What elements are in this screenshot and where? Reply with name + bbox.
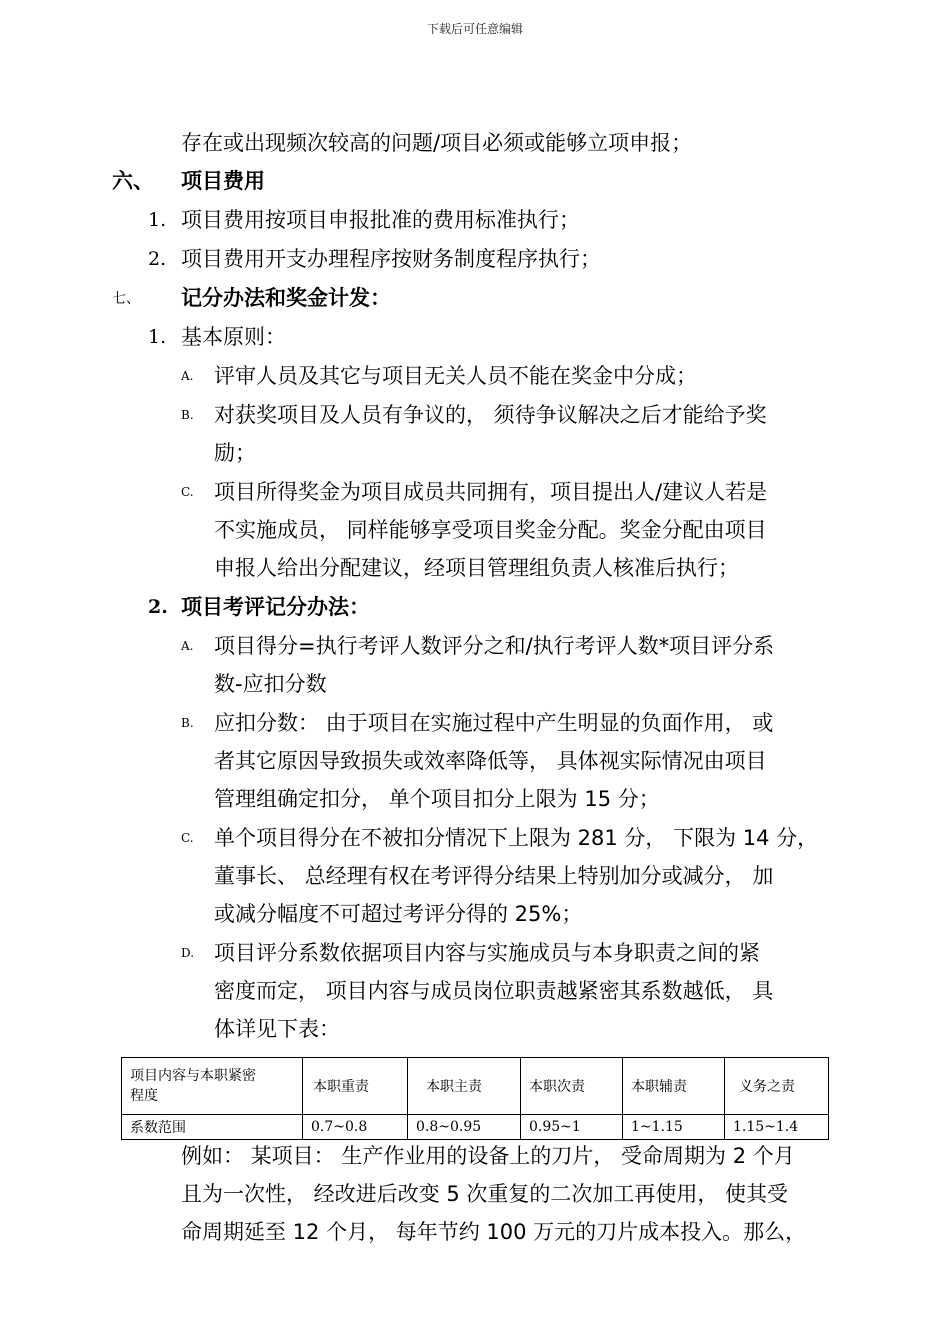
example-line-3: 命周期延至 12 个月， 每年节约 100 万元的刀片成本投入。那么， [181, 1220, 807, 1244]
sec6-item-1-text: 项目费用按项目申报批准的费用标准执行； [181, 208, 580, 232]
table-cell: 0.95~1 [521, 1115, 623, 1140]
sub2-item-c-line-3: 或减分幅度不可超过考评分得的 25%； [214, 902, 583, 926]
table-row-label: 系数范围 [122, 1115, 303, 1140]
sub2-item-d-line-3: 体详见下表： [214, 1017, 340, 1041]
sub1-item-b-line-1: 对获奖项目及人员有争议的， 须待争议解决之后才能给予奖 [214, 403, 767, 427]
sub1-item-c-line-2: 不实施成员， 同样能够享受项目奖金分配。奖金分配由项目 [214, 518, 767, 542]
sub1-item-a-letter: A. [181, 369, 194, 383]
sub2-item-a-letter: A. [181, 639, 194, 653]
table-cell: 1~1.15 [623, 1115, 725, 1140]
sub2-title: 项目考评记分办法： [181, 595, 370, 619]
sub2-item-b-letter: B. [181, 716, 194, 730]
sec6-item-2-number: 2. [148, 248, 167, 270]
sub1-title: 基本原则： [181, 325, 286, 349]
table-header-label-line-1: 项目内容与本职紧密 [130, 1068, 256, 1084]
sub2-item-d-line-1: 项目评分系数依据项目内容与实施成员与本身职责之间的紧 [214, 941, 760, 965]
sub1-item-c-line-1: 项目所得奖金为项目成员共同拥有，项目提出人/建议人若是 [214, 480, 768, 504]
table-header-label-line-2: 程度 [130, 1088, 158, 1104]
section-7-title: 记分办法和奖金计发： [181, 286, 391, 310]
coefficient-table [121, 1057, 829, 1140]
section-6-title: 项目费用 [181, 169, 265, 193]
table-cell: 0.8~0.95 [408, 1115, 521, 1140]
table-column-header: 本职次责 [521, 1058, 623, 1115]
sub2-item-d-line-2: 密度而定， 项目内容与成员岗位职责越紧密其系数越低， 具 [214, 979, 774, 1003]
sub1-number: 1. [148, 326, 167, 348]
table-column-header: 本职重责 [303, 1058, 408, 1115]
sub1-item-b-line-2: 励； [214, 441, 256, 465]
intro-line: 存在或出现频次较高的问题/项目必须或能够立项申报； [181, 131, 693, 155]
table-header-label [122, 1058, 303, 1115]
sub2-item-c-line-2: 董事长、 总经理有权在考评得分结果上特别加分或减分， 加 [214, 864, 774, 888]
sub2-item-b-line-1: 应扣分数： 由于项目在实施过程中产生明显的负面作用， 或 [214, 711, 774, 735]
section-6-number: 六、 [112, 169, 154, 193]
sub2-number: 2. [148, 596, 168, 618]
table-cell: 0.7~0.8 [303, 1115, 408, 1140]
sub1-item-a-line-1: 评审人员及其它与项目无关人员不能在奖金中分成； [214, 364, 697, 388]
table-row [122, 1115, 829, 1140]
sub2-item-a-line-1: 项目得分=执行考评人数评分之和/执行考评人数*项目评分系 [214, 634, 775, 658]
sub2-item-b-line-3: 管理组确定扣分， 单个项目扣分上限为 15 分； [214, 787, 660, 811]
sub1-item-c-line-3: 申报人给出分配建议，经项目管理组负责人核准后执行； [214, 556, 739, 580]
sub2-item-d-letter: D. [181, 946, 195, 960]
section-7-number: 七、 [112, 291, 140, 307]
sub1-item-c-letter: C. [181, 485, 194, 499]
example-line-1: 例如： 某项目： 生产作业用的设备上的刀片， 受命周期为 2 个月 [181, 1144, 795, 1168]
sub2-item-c-line-1: 单个项目得分在不被扣分情况下上限为 281 分， 下限为 14 分， [214, 826, 819, 850]
table-column-header: 本职主责 [408, 1058, 521, 1115]
page-header: 下载后可任意编辑 [426, 22, 523, 36]
sec6-item-2-text: 项目费用开支办理程序按财务制度程序执行； [181, 247, 601, 271]
table-column-header: 义务之责 [725, 1058, 829, 1115]
example-line-2: 且为一次性， 经改进后改变 5 次重复的二次加工再使用， 使其受 [181, 1182, 789, 1206]
sub2-item-a-line-2: 数-应扣分数 [214, 672, 327, 696]
table-header-row [122, 1058, 829, 1115]
table-column-header: 本职辅责 [623, 1058, 725, 1115]
sub2-item-c-letter: C. [181, 831, 194, 845]
sub2-item-b-line-2: 者其它原因导致损失或效率降低等， 具体视实际情况由项目 [214, 749, 767, 773]
sub1-item-b-letter: B. [181, 408, 194, 422]
table-cell: 1.15~1.4 [725, 1115, 829, 1140]
sec6-item-1-number: 1. [148, 209, 167, 231]
